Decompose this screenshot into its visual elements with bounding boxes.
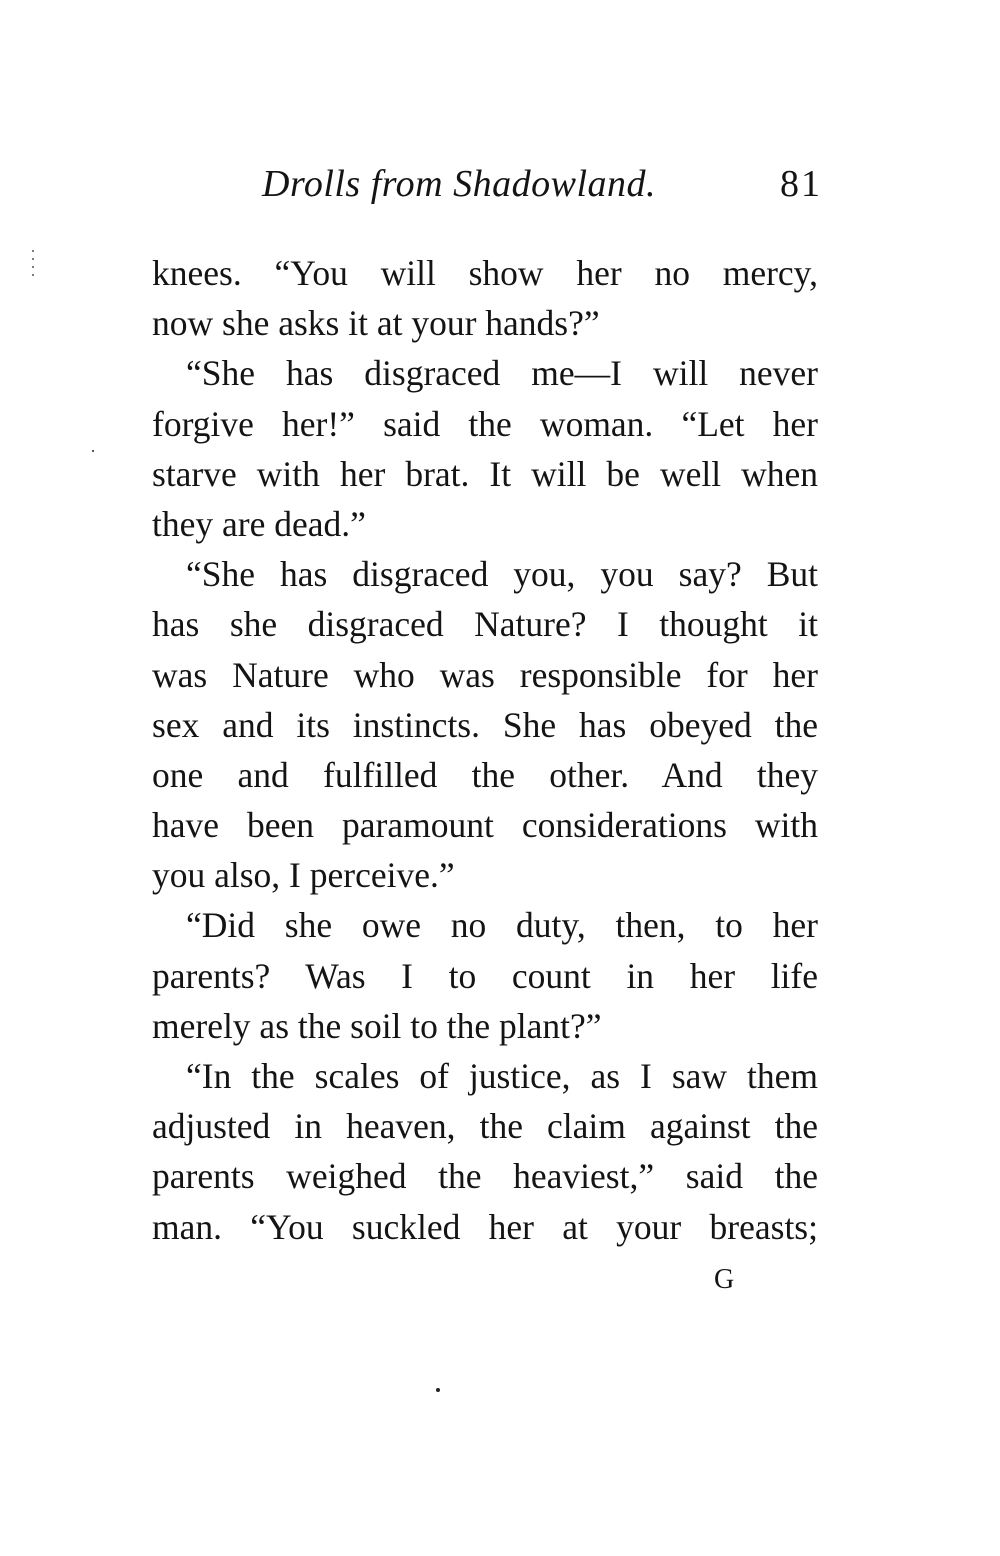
margin-specks xyxy=(32,250,36,276)
text-line: forgive her!” said the woman. “Let her xyxy=(152,403,818,444)
text-line: “She has disgraced me—I will never xyxy=(186,353,818,394)
text-line: “In the scales of justice, as I saw them xyxy=(186,1056,818,1096)
speck xyxy=(32,274,34,276)
running-title: Drolls from Shadowland. xyxy=(262,163,657,205)
text-line: “She has disgraced you, you say? But xyxy=(186,554,818,595)
speck xyxy=(92,450,94,452)
text-line: was Nature who was responsible for her xyxy=(152,654,818,695)
text-line: parents? Was I to count in her life xyxy=(152,955,818,996)
speck xyxy=(32,250,34,252)
body-text xyxy=(152,248,818,1252)
text-line: have been paramount considerations with xyxy=(152,805,818,846)
text-line: merely as the soil to the plant?” xyxy=(152,1005,602,1046)
text-line: they are dead.” xyxy=(152,503,366,544)
text-line: parents weighed the heaviest,” said the xyxy=(152,1156,818,1197)
text-line: has she disgraced Nature? I thought it xyxy=(152,604,818,645)
text-line: you also, I perceive.” xyxy=(152,855,455,896)
text-line: sex and its instincts. She has obeyed the xyxy=(152,704,818,745)
running-head xyxy=(262,158,822,210)
speck xyxy=(32,266,34,268)
text-line: knees. “You will show her no mercy, xyxy=(152,253,818,293)
text-line: one and fulfilled the other. And they xyxy=(152,754,818,795)
text-line: man. “You suckled her at your breasts; xyxy=(152,1206,818,1247)
page-number: 81 xyxy=(780,163,822,205)
signature-mark: G xyxy=(714,1264,735,1295)
text-line: now she asks it at your hands?” xyxy=(152,303,600,344)
speck xyxy=(436,1388,440,1392)
text-line: adjusted in heaven, the claim against the xyxy=(152,1106,818,1147)
text-line: “Did she owe no duty, then, to her xyxy=(186,905,818,946)
text-line: starve with her brat. It will be well when xyxy=(152,453,818,494)
speck xyxy=(32,258,34,260)
